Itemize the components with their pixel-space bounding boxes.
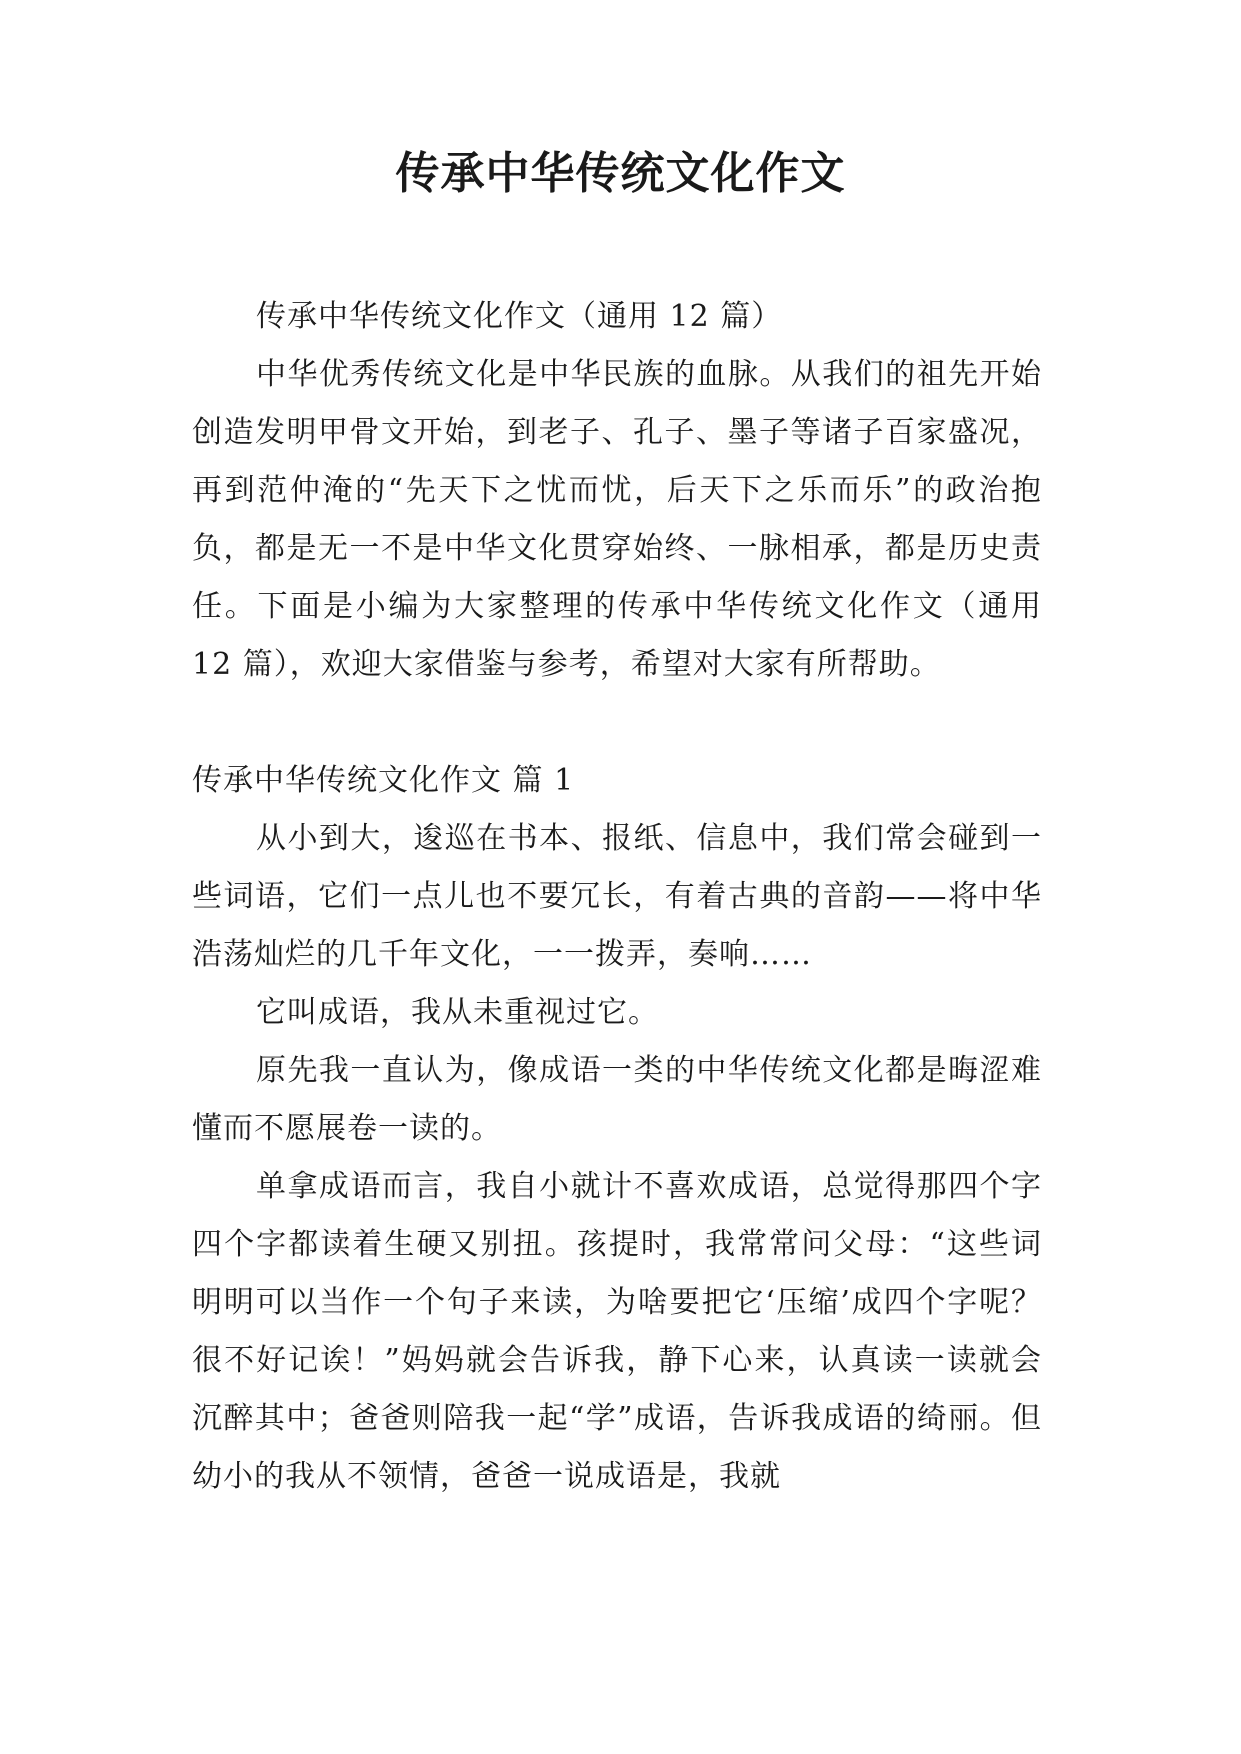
body-paragraph: 单拿成语而言，我自小就计不喜欢成语，总觉得那四个字四个字都读着生硬又别扭。孩提时，我常常问父母：“这些词明明可以当作一个句子来读，为啥要把它‘压缩’成四个字呢？很不好记诶！”妈妈就会告诉我，静下心来，认真读一读就会沉醉其中；爸爸则陪我一起“学”成语，告诉我成语的绮丽。但幼小的我从不领情，爸爸一说成语是，我就 <box>192 1169 1042 1494</box>
body-paragraph: 从小到大，逡巡在书本、报纸、信息中，我们常会碰到一些词语，它们一点儿也不要冗长，有着古典的音韵——将中华浩荡灿烂的几千年文化，一一拨弄，奏响…… <box>192 821 1042 972</box>
document-body <box>192 288 1042 1506</box>
section-heading: 传承中华传统文化作文 篇 1 <box>192 763 575 798</box>
body-paragraph: 原先我一直认为，像成语一类的中华传统文化都是晦涩难懂而不愿展卷一读的。 <box>192 1053 1042 1146</box>
intro-paragraph: 中华优秀传统文化是中华民族的血脉。从我们的祖先开始创造发明甲骨文开始，到老子、孔子、墨子等诸子百家盛况，再到范仲淹的“先天下之忧而忧，后天下之乐而乐”的政治抱负，都是无一不是中华文化贯穿始终、一脉相承，都是历史责任。下面是小编为大家整理的传承中华传统文化作文（通用 12 篇），欢迎大家借鉴与参考，希望对大家有所帮助。 <box>192 357 1042 682</box>
document-title: 传承中华传统文化作文 <box>395 148 846 199</box>
intro-heading: 传承中华传统文化作文（通用 12 篇） <box>256 299 783 334</box>
section-spacer <box>192 694 1042 752</box>
body-paragraph: 它叫成语，我从未重视过它。 <box>256 995 659 1030</box>
